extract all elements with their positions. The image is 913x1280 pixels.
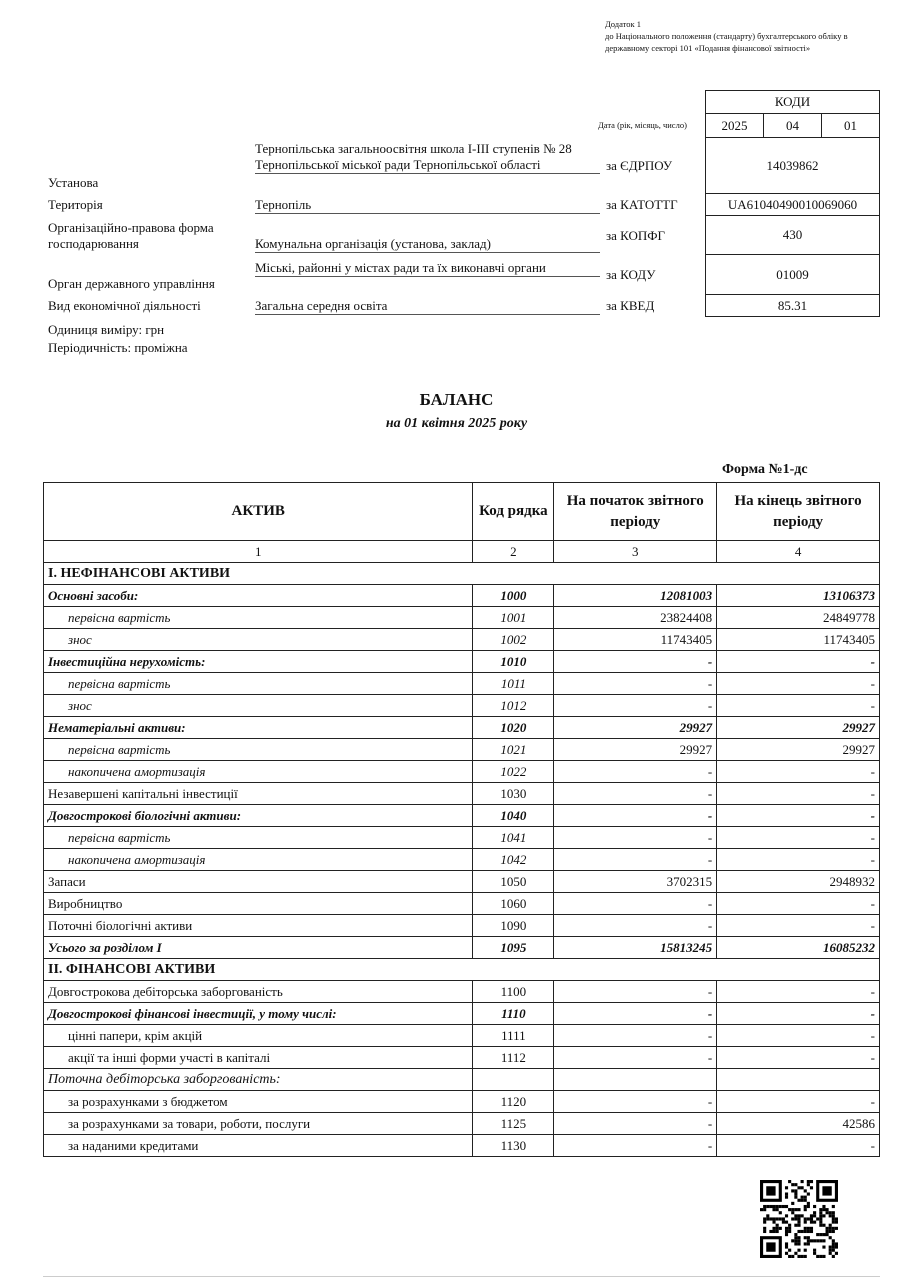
row-code: 1011 xyxy=(473,673,554,695)
row-end-value: - xyxy=(717,981,880,1003)
date-label: Дата (рік, місяць, число) xyxy=(598,120,687,130)
row-code: 1012 xyxy=(473,695,554,717)
codes-header: КОДИ xyxy=(705,90,880,114)
table-row xyxy=(44,1113,880,1135)
row-code: 1095 xyxy=(473,937,554,959)
row-start-value: 12081003 xyxy=(554,585,717,607)
row-end-value: - xyxy=(717,1047,880,1069)
colnum-2: 2 xyxy=(473,541,554,563)
row-start-value: - xyxy=(554,849,717,871)
row-name: накопичена амортизація xyxy=(44,849,473,871)
row-end-value xyxy=(717,1069,880,1091)
header-code: Код рядка xyxy=(473,483,554,541)
row-start-value: 15813245 xyxy=(554,937,717,959)
row-code: 1050 xyxy=(473,871,554,893)
row-code: 1001 xyxy=(473,607,554,629)
table-row xyxy=(44,761,880,783)
row-name: Довгострокова дебіторська заборгованість xyxy=(44,981,473,1003)
header-start: На початок звітного періоду xyxy=(554,483,717,541)
table-row xyxy=(44,1003,880,1025)
row-start-value: - xyxy=(554,1025,717,1047)
row-end-value: 24849778 xyxy=(717,607,880,629)
row-start-value: - xyxy=(554,827,717,849)
row-name: Інвестиційна нерухомість: xyxy=(44,651,473,673)
date-month: 04 xyxy=(763,113,822,138)
row-start-value: 29927 xyxy=(554,739,717,761)
row-end-value: 16085232 xyxy=(717,937,880,959)
balance-table xyxy=(43,482,880,1157)
table-row xyxy=(44,1069,880,1091)
header-end: На кінець звітного періоду xyxy=(717,483,880,541)
row-code: 1120 xyxy=(473,1091,554,1113)
row-name: Довгострокові біологічні активи: xyxy=(44,805,473,827)
row-name: акції та інші форми участі в капіталі xyxy=(44,1047,473,1069)
row-end-value: - xyxy=(717,915,880,937)
code-label-kved: за КВЕД xyxy=(606,298,655,313)
row-name: накопичена амортизація xyxy=(44,761,473,783)
row-start-value: - xyxy=(554,651,717,673)
code-label-edrpou: за ЄДРПОУ xyxy=(606,158,673,173)
section-row xyxy=(44,563,880,585)
qr-code xyxy=(760,1180,838,1258)
table-row xyxy=(44,871,880,893)
row-end-value: 2948932 xyxy=(717,871,880,893)
row-code: 1100 xyxy=(473,981,554,1003)
table-row xyxy=(44,981,880,1003)
org-label-territory: Територія xyxy=(48,197,103,212)
row-end-value: - xyxy=(717,849,880,871)
row-end-value: - xyxy=(717,651,880,673)
code-kopfg: 430 xyxy=(705,215,880,255)
table-row xyxy=(44,1135,880,1157)
table-row xyxy=(44,937,880,959)
row-name: Довгострокові фінансові інвестиції, у тому числі: xyxy=(44,1003,473,1025)
date-year: 2025 xyxy=(705,113,764,138)
row-name: за наданими кредитами xyxy=(44,1135,473,1157)
document-subtitle: на 01 квітня 2025 року xyxy=(385,416,528,431)
colnum-4: 4 xyxy=(717,541,880,563)
table-row xyxy=(44,629,880,651)
org-value-authority: Міські, районні у містах ради та їх виконавчі органи xyxy=(255,260,600,277)
row-end-value: - xyxy=(717,805,880,827)
section-title: І. НЕФІНАНСОВІ АКТИВИ xyxy=(44,563,880,585)
row-code: 1125 xyxy=(473,1113,554,1135)
org-value-institution: Тернопільська загальноосвітня школа І-ІІІ ступенів № 28 Тернопільської міської ради Тернопільської області xyxy=(255,141,600,174)
table-row xyxy=(44,1025,880,1047)
table-row xyxy=(44,805,880,827)
document-title: БАЛАНС xyxy=(419,390,494,409)
row-name: первісна вартість xyxy=(44,739,473,761)
table-row xyxy=(44,739,880,761)
row-start-value: - xyxy=(554,673,717,695)
row-start-value: - xyxy=(554,695,717,717)
row-name: Усього за розділом І xyxy=(44,937,473,959)
row-name: знос xyxy=(44,629,473,651)
table-row xyxy=(44,695,880,717)
table-row xyxy=(44,607,880,629)
row-end-value: - xyxy=(717,673,880,695)
row-code: 1021 xyxy=(473,739,554,761)
table-row xyxy=(44,849,880,871)
row-start-value: - xyxy=(554,893,717,915)
code-label-kodu: за КОДУ xyxy=(606,267,656,282)
code-edrpou: 14039862 xyxy=(705,137,880,194)
table-row xyxy=(44,1047,880,1069)
row-start-value: 3702315 xyxy=(554,871,717,893)
row-start-value: - xyxy=(554,1135,717,1157)
code-label-kopfg: за КОПФГ xyxy=(606,228,666,243)
row-code: 1030 xyxy=(473,783,554,805)
row-end-value: 11743405 xyxy=(717,629,880,651)
row-name: Нематеріальні активи: xyxy=(44,717,473,739)
row-code: 1040 xyxy=(473,805,554,827)
row-start-value: - xyxy=(554,1091,717,1113)
row-code: 1060 xyxy=(473,893,554,915)
row-name: Виробництво xyxy=(44,893,473,915)
column-numbers-row xyxy=(44,541,880,563)
row-name: Поточна дебіторська заборгованість: xyxy=(44,1069,473,1091)
table-row xyxy=(44,915,880,937)
row-code: 1110 xyxy=(473,1003,554,1025)
code-katottg: UA61040490010069060 xyxy=(705,193,880,216)
annex-note xyxy=(605,18,865,54)
table-row xyxy=(44,585,880,607)
row-name: знос xyxy=(44,695,473,717)
row-code xyxy=(473,1069,554,1091)
row-code: 1112 xyxy=(473,1047,554,1069)
code-label-katottg: за КАТОТТГ xyxy=(606,197,678,212)
code-kved: 85.31 xyxy=(705,294,880,317)
row-code: 1111 xyxy=(473,1025,554,1047)
row-end-value: - xyxy=(717,1025,880,1047)
org-label-legal-form: Організаційно-правова форма господарювання xyxy=(48,220,214,251)
row-start-value: 11743405 xyxy=(554,629,717,651)
row-start-value: - xyxy=(554,761,717,783)
section-title: ІІ. ФІНАНСОВІ АКТИВИ xyxy=(44,959,880,981)
annex-line2: до Національного положення (стандарту) бухгалтерського обліку в державному секторі 101 «Подання фінансової звітності» xyxy=(605,31,848,53)
table-row xyxy=(44,673,880,695)
table-body xyxy=(44,563,880,1157)
table-row xyxy=(44,717,880,739)
row-end-value: - xyxy=(717,1003,880,1025)
colnum-1: 1 xyxy=(44,541,473,563)
row-name: первісна вартість xyxy=(44,827,473,849)
section-row xyxy=(44,959,880,981)
row-end-value: - xyxy=(717,695,880,717)
row-name: цінні папери, крім акцій xyxy=(44,1025,473,1047)
row-start-value: - xyxy=(554,1113,717,1135)
row-code: 1000 xyxy=(473,585,554,607)
row-code: 1010 xyxy=(473,651,554,673)
row-code: 1002 xyxy=(473,629,554,651)
row-start-value: - xyxy=(554,981,717,1003)
table-row xyxy=(44,783,880,805)
table-row xyxy=(44,651,880,673)
row-name: первісна вартість xyxy=(44,673,473,695)
row-code: 1042 xyxy=(473,849,554,871)
row-start-value: - xyxy=(554,805,717,827)
org-label-activity: Вид економічної діяльності xyxy=(48,298,201,313)
row-start-value xyxy=(554,1069,717,1091)
row-end-value: - xyxy=(717,1091,880,1113)
row-code: 1130 xyxy=(473,1135,554,1157)
org-value-legal-form: Комунальна організація (установа, заклад) xyxy=(255,236,600,253)
row-code: 1090 xyxy=(473,915,554,937)
org-label-institution: Установа xyxy=(48,175,99,190)
table-row xyxy=(44,827,880,849)
date-day: 01 xyxy=(821,113,880,138)
row-code: 1020 xyxy=(473,717,554,739)
footer-divider xyxy=(43,1276,880,1277)
row-end-value: - xyxy=(717,1135,880,1157)
row-name: за розрахунками за товари, роботи, послуги xyxy=(44,1113,473,1135)
row-end-value: - xyxy=(717,893,880,915)
row-end-value: 29927 xyxy=(717,739,880,761)
row-start-value: - xyxy=(554,1003,717,1025)
row-end-value: 29927 xyxy=(717,717,880,739)
table-row xyxy=(44,1091,880,1113)
row-end-value: 13106373 xyxy=(717,585,880,607)
row-name: Незавершені капітальні інвестиції xyxy=(44,783,473,805)
org-value-territory: Тернопіль xyxy=(255,197,600,214)
row-code: 1041 xyxy=(473,827,554,849)
org-label-authority: Орган державного управління xyxy=(48,276,215,291)
colnum-3: 3 xyxy=(554,541,717,563)
row-name: за розрахунками з бюджетом xyxy=(44,1091,473,1113)
table-row xyxy=(44,893,880,915)
form-number: Форма №1-дс xyxy=(722,462,808,477)
row-end-value: 42586 xyxy=(717,1113,880,1135)
row-start-value: - xyxy=(554,1047,717,1069)
row-name: Запаси xyxy=(44,871,473,893)
code-kodu: 01009 xyxy=(705,254,880,295)
periodicity: Періодичність: проміжна xyxy=(48,340,188,355)
unit-of-measure: Одиниця виміру: грн xyxy=(48,322,165,337)
row-start-value: 23824408 xyxy=(554,607,717,629)
row-start-value: - xyxy=(554,915,717,937)
row-name: Основні засоби: xyxy=(44,585,473,607)
row-start-value: - xyxy=(554,783,717,805)
row-end-value: - xyxy=(717,827,880,849)
row-name: первісна вартість xyxy=(44,607,473,629)
annex-line1: Додаток 1 xyxy=(605,19,642,29)
row-end-value: - xyxy=(717,761,880,783)
row-start-value: 29927 xyxy=(554,717,717,739)
row-end-value: - xyxy=(717,783,880,805)
row-name: Поточні біологічні активи xyxy=(44,915,473,937)
table-header-row xyxy=(44,483,880,541)
header-asset: АКТИВ xyxy=(44,483,473,541)
org-value-activity: Загальна середня освіта xyxy=(255,298,600,315)
row-code: 1022 xyxy=(473,761,554,783)
